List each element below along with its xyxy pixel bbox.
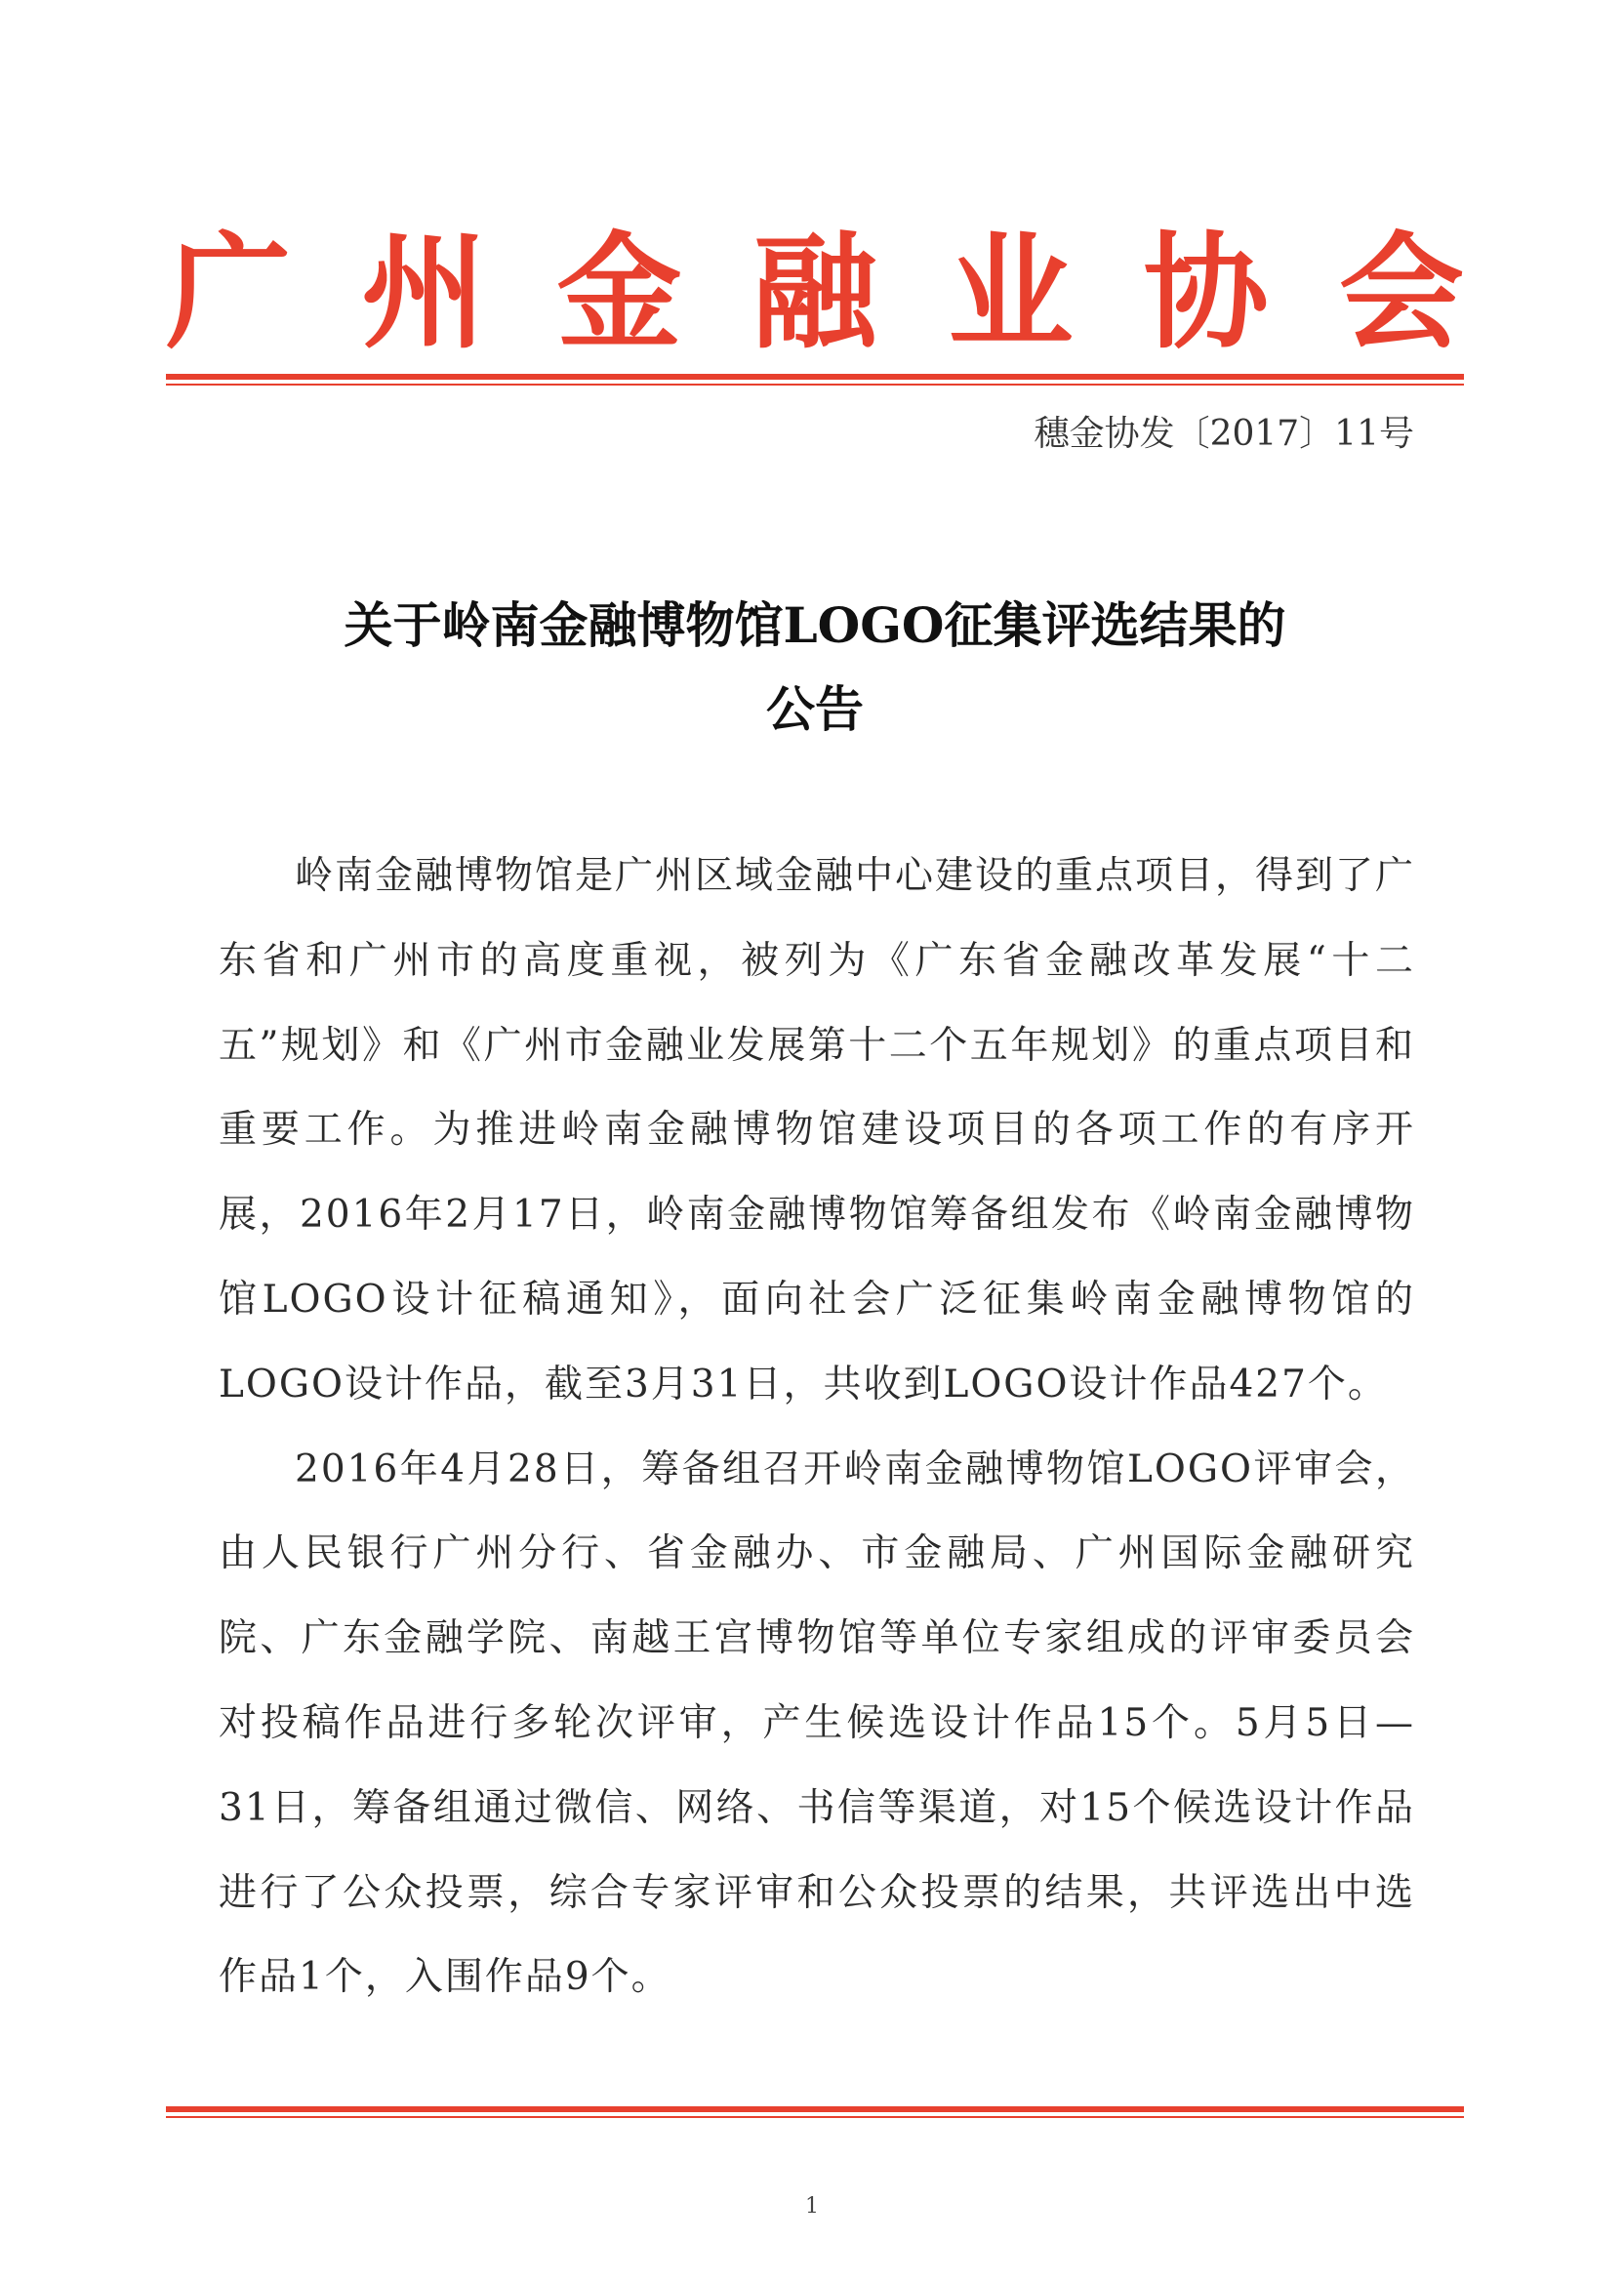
title-line-1: 关于岭南金融博物馆LOGO征集评选结果的 — [344, 596, 1286, 654]
rule-thin-line — [166, 384, 1464, 386]
rule-thick-line — [166, 2106, 1464, 2112]
title-line-2: 公告 — [766, 680, 864, 738]
masthead-char: 协 — [1143, 220, 1269, 366]
masthead-char: 金 — [556, 220, 682, 366]
rule-thick-line — [166, 374, 1464, 380]
masthead-char: 会 — [1338, 220, 1464, 366]
rule-thin-line — [166, 2116, 1464, 2118]
document-number: 穗金协发〔2017〕11号 — [1034, 414, 1414, 454]
masthead-char: 州 — [361, 220, 487, 366]
body-paragraph: 岭南金融博物馆是广州区域金融中心建设的重点项目，得到了广东省和广州市的高度重视，被列为《广东省金融改革发展“十二五”规划》和《广州市金融业发展第十二个五年规划》的重点项目和重要工作。为推进岭南金融博物馆建设项目的各项工作的有序开展，2016年2月17日，岭南金融博物馆筹备组发布《岭南金融博物馆LOGO设计征稿通知》，面向社会广泛征集岭南金融博物馆的LOGO设计作品，截至3月31日，共收到LOGO设计作品427个。 — [219, 854, 1416, 1406]
masthead — [166, 215, 1464, 371]
page-number: 1 — [805, 2194, 819, 2219]
body-paragraph: 2016年4月28日，筹备组召开岭南金融博物馆LOGO评审会，由人民银行广州分行、省金融办、市金融局、广州国际金融研究院、广东金融学院、南越王宫博物馆等单位专家组成的评审委员会对投稿作品进行多轮次评审，产生候选设计作品15个。5月5日—31日，筹备组通过微信、网络、书信等渠道，对15个候选设计作品进行了公众投票，综合专家评审和公众投票的结果，共评选出中选作品1个，入围作品9个。 — [219, 1447, 1415, 2000]
document-body — [219, 835, 1415, 2020]
header-red-rule — [166, 374, 1464, 386]
masthead-char: 广 — [166, 220, 292, 366]
masthead-char: 融 — [751, 220, 877, 366]
footer-red-rule — [166, 2106, 1464, 2118]
document-title — [166, 584, 1464, 752]
masthead-char: 业 — [948, 220, 1074, 366]
